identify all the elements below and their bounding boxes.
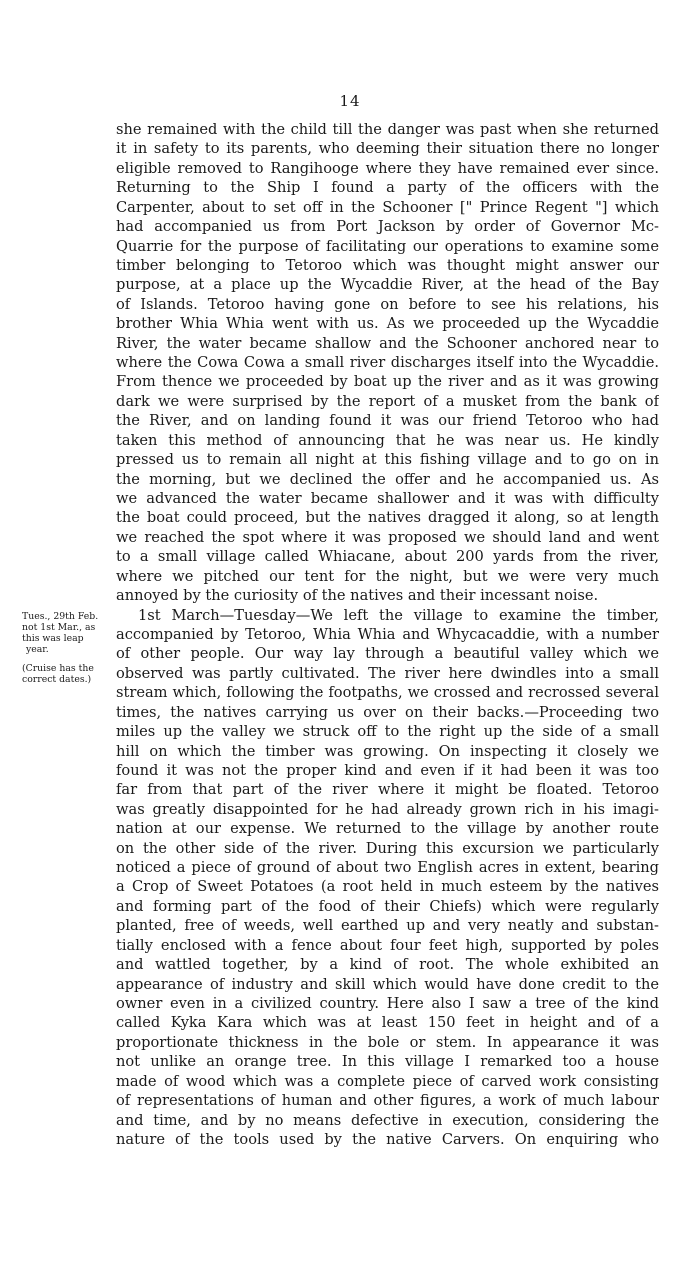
text-line: times, the natives carrying us over on their backs.—Proceeding two <box>116 703 659 721</box>
text-line: on the other side of the river. During this excursion we particularly <box>116 839 659 857</box>
text-line: to a small village called Whiacane, about 200 yards from the river, <box>116 548 659 566</box>
text-line: taken this method of announcing that he was near us. He kindly <box>116 431 659 449</box>
text-line: of other people. Our way lay through a beautiful valley which we <box>116 645 659 663</box>
text-line: nation at our expense. We returned to the village by another route <box>116 820 659 838</box>
margin-note-date-correction <box>22 611 114 655</box>
text-line: appearance of industry and skill which would have done credit to the <box>116 975 659 993</box>
margin-note-line: correct dates.) <box>22 674 92 685</box>
text-line: owner even in a civilized country. Here also I saw a tree of the kind <box>116 994 659 1012</box>
text-line: and wattled together, by a kind of root. The whole exhibited an <box>116 956 659 974</box>
text-line: the River, and on landing found it was our friend Tetoroo who had <box>116 412 659 430</box>
text-line: observed was partly cultivated. The river here dwindles into a small <box>116 664 659 682</box>
text-line: the boat could proceed, but the natives dragged it along, so at length <box>116 509 659 527</box>
text-line: made of wood which was a complete piece of carved work consisting <box>116 1072 659 1090</box>
text-line: where we pitched our tent for the night, but we were very much <box>116 567 659 585</box>
text-line: of Islands. Tetoroo having gone on before to see his relations, his <box>116 295 659 313</box>
body-text <box>116 120 659 1149</box>
text-line: From thence we proceeded by boat up the river and as it was growing <box>116 373 659 391</box>
text-line: and forming part of the food of their Chiefs) which were regularly <box>116 897 659 915</box>
text-line: called Kyka Kara which was at least 150 feet in height and of a <box>116 1014 659 1032</box>
page-number: 14 <box>339 92 361 110</box>
text-line: brother Whia Whia went with us. As we proceeded up the Wycaddie <box>116 315 659 333</box>
text-line: eligible removed to Rangihooge where they have remained ever since. <box>116 159 659 177</box>
text-line: 1st March—Tuesday—We left the village to examine the timber, <box>138 606 659 624</box>
text-line: a Crop of Sweet Potatoes (a root held in much esteem by the natives <box>116 878 659 896</box>
text-line: stream which, following the footpaths, we crossed and recrossed several <box>116 684 659 702</box>
text-line: we reached the spot where it was proposed we should land and went <box>116 528 659 546</box>
text-line: noticed a piece of ground of about two English acres in extent, bearing <box>116 859 659 877</box>
text-line: Quarrie for the purpose of facilitating our operations to examine some <box>116 237 659 255</box>
text-line: not unlike an orange tree. In this village I remarked too a house <box>116 1053 659 1071</box>
margin-note-line: this was leap <box>22 633 84 644</box>
text-line: was greatly disappointed for he had already grown rich in his imagi- <box>116 800 659 818</box>
text-line: proportionate thickness in the bole or stem. In appearance it was <box>116 1033 659 1051</box>
text-line: where the Cowa Cowa a small river discharges itself into the Wycaddie. <box>116 354 659 372</box>
text-line: found it was not the proper kind and even if it had been it was too <box>116 761 659 779</box>
text-line: dark we were surprised by the report of a musket from the bank of <box>116 392 659 410</box>
text-line: miles up the valley we struck off to the right up the side of a small <box>116 723 659 741</box>
text-line: we advanced the water became shallower and it was with difficulty <box>116 490 659 508</box>
text-line: hill on which the timber was growing. On inspecting it closely we <box>116 742 659 760</box>
text-line: far from that part of the river where it might be floated. Tetoroo <box>116 781 659 799</box>
text-line: River, the water became shallow and the Schooner anchored near to <box>116 334 659 352</box>
margin-note-line: not 1st Mar., as <box>22 622 96 633</box>
text-line: of representations of human and other figures, a work of much labour <box>116 1092 659 1110</box>
text-line: she remained with the child till the danger was past when she returned <box>116 121 659 138</box>
margin-note-line: (Cruise has the <box>22 663 94 674</box>
margin-note-line: year. <box>26 644 49 655</box>
text-line: accompanied by Tetoroo, Whia Whia and Whycacaddie, with a number <box>116 625 659 643</box>
text-line: purpose, at a place up the Wycaddie River, at the head of the Bay <box>116 276 659 294</box>
text-line: Returning to the Ship I found a party of the officers with the <box>116 179 659 197</box>
text-line: annoyed by the curiosity of the natives and their incessant noise. <box>116 587 599 605</box>
text-line: the morning, but we declined the offer and he accompanied us. As <box>116 470 659 488</box>
text-line: timber belonging to Tetoroo which was thought might answer our <box>116 256 659 274</box>
margin-note-cruise <box>22 663 114 685</box>
margin-note-line: Tues., 29th Feb. <box>22 611 99 622</box>
text-line: it in safety to its parents, who deeming their situation there no longer <box>116 140 659 158</box>
text-line: nature of the tools used by the native Carvers. On enquiring who <box>116 1130 659 1148</box>
text-line: Carpenter, about to set off in the Schooner [" Prince Regent "] which <box>116 198 659 216</box>
text-line: tially enclosed with a fence about four feet high, supported by poles <box>116 936 659 954</box>
text-line: had accompanied us from Port Jackson by order of Governor Mc- <box>116 218 659 236</box>
text-line: and time, and by no means defective in execution, considering the <box>116 1111 659 1129</box>
text-line: pressed us to remain all night at this fishing village and to go on in <box>116 451 659 469</box>
text-line: planted, free of weeds, well earthed up and very neatly and substan- <box>116 917 659 935</box>
